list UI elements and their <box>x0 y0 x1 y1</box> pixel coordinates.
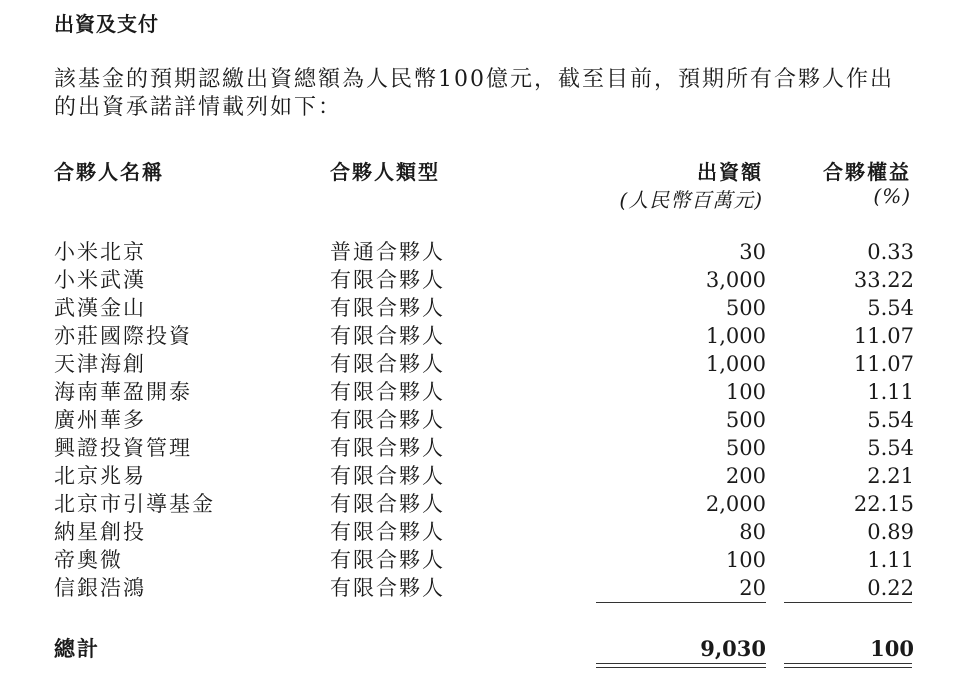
partner-type: 有限合夥人 <box>330 380 445 404</box>
partner-interest: 33.22 <box>853 268 914 292</box>
partner-type: 有限合夥人 <box>330 268 445 292</box>
section-heading: 出資及支付 <box>54 12 159 36</box>
partner-interest: 5.54 <box>867 296 914 320</box>
col-header-name: 合夥人名稱 <box>54 160 164 184</box>
partner-type: 有限合夥人 <box>330 548 445 572</box>
partner-name: 興證投資管理 <box>54 436 192 460</box>
intro-line-1: 該基金的預期認繳出資總額為人民幣100億元，截至目前，預期所有合夥人作出 <box>54 67 894 92</box>
partner-type: 有限合夥人 <box>330 492 445 516</box>
partner-amount: 30 <box>739 240 766 264</box>
partner-interest: 0.33 <box>867 240 914 264</box>
table-row <box>54 266 914 294</box>
partner-table-body <box>54 238 914 602</box>
partner-name: 北京市引導基金 <box>54 492 215 516</box>
partner-interest: 5.54 <box>867 408 914 432</box>
table-row <box>54 490 914 518</box>
partner-type: 有限合夥人 <box>330 520 445 544</box>
partner-type: 有限合夥人 <box>330 296 445 320</box>
partner-type: 有限合夥人 <box>330 324 445 348</box>
partner-amount: 1,000 <box>705 352 766 376</box>
partner-name: 小米武漢 <box>54 268 146 292</box>
total-interest: 100 <box>870 636 914 661</box>
table-row <box>54 462 914 490</box>
partner-amount: 100 <box>725 548 766 572</box>
partner-name: 信銀浩鴻 <box>54 576 146 600</box>
total-double-rule-interest <box>784 663 912 668</box>
table-row <box>54 546 914 574</box>
table-row <box>54 238 914 266</box>
partner-type: 有限合夥人 <box>330 576 445 600</box>
partner-amount: 3,000 <box>705 268 766 292</box>
col-unit-interest: (%) <box>873 184 911 208</box>
subtotal-rule-interest <box>784 602 912 603</box>
col-header-amount: 出資額 <box>697 160 763 184</box>
partner-name: 納星創投 <box>54 520 146 544</box>
partner-type: 有限合夥人 <box>330 408 445 432</box>
table-row <box>54 350 914 378</box>
intro-paragraph <box>54 66 934 122</box>
partner-name: 北京兆易 <box>54 464 146 488</box>
partner-name: 小米北京 <box>54 240 146 264</box>
partner-amount: 20 <box>739 576 766 600</box>
partner-interest: 2.21 <box>867 464 914 488</box>
table-row <box>54 406 914 434</box>
partner-type: 普通合夥人 <box>330 240 445 264</box>
total-label: 總計 <box>54 637 100 661</box>
total-row <box>54 634 914 664</box>
partner-interest: 1.11 <box>867 548 914 572</box>
partner-amount: 500 <box>725 296 766 320</box>
partner-interest: 1.11 <box>867 380 914 404</box>
subtotal-rule-amount <box>596 602 766 603</box>
partner-amount: 80 <box>739 520 766 544</box>
table-row <box>54 294 914 322</box>
partner-amount: 500 <box>725 408 766 432</box>
intro-line-2: 的出資承諾詳情載列如下： <box>54 95 343 120</box>
partner-interest: 5.54 <box>867 436 914 460</box>
partner-interest: 11.07 <box>853 324 914 348</box>
partner-name: 帝奧微 <box>54 548 123 572</box>
partner-name: 廣州華多 <box>54 408 146 432</box>
partner-type: 有限合夥人 <box>330 352 445 376</box>
partner-name: 亦莊國際投資 <box>54 324 192 348</box>
partner-type: 有限合夥人 <box>330 464 445 488</box>
partner-interest: 22.15 <box>853 492 914 516</box>
col-unit-amount: (人民幣百萬元) <box>619 188 763 212</box>
table-row <box>54 322 914 350</box>
table-row <box>54 518 914 546</box>
table-row <box>54 574 914 602</box>
partner-amount: 2,000 <box>705 492 766 516</box>
partner-amount: 200 <box>725 464 766 488</box>
partner-name: 武漢金山 <box>54 296 146 320</box>
partner-interest: 0.89 <box>867 520 914 544</box>
col-header-type: 合夥人類型 <box>330 160 440 184</box>
partner-name: 天津海創 <box>54 352 146 376</box>
partner-amount: 1,000 <box>705 324 766 348</box>
partner-interest: 0.22 <box>867 576 914 600</box>
table-row <box>54 378 914 406</box>
table-row <box>54 434 914 462</box>
partner-interest: 11.07 <box>853 352 914 376</box>
partner-amount: 100 <box>725 380 766 404</box>
partner-type: 有限合夥人 <box>330 436 445 460</box>
partner-amount: 500 <box>725 436 766 460</box>
total-double-rule-amount <box>596 663 766 668</box>
col-header-interest: 合夥權益 <box>823 160 911 184</box>
partner-name: 海南華盈開泰 <box>54 380 192 404</box>
total-amount: 9,030 <box>700 636 766 661</box>
